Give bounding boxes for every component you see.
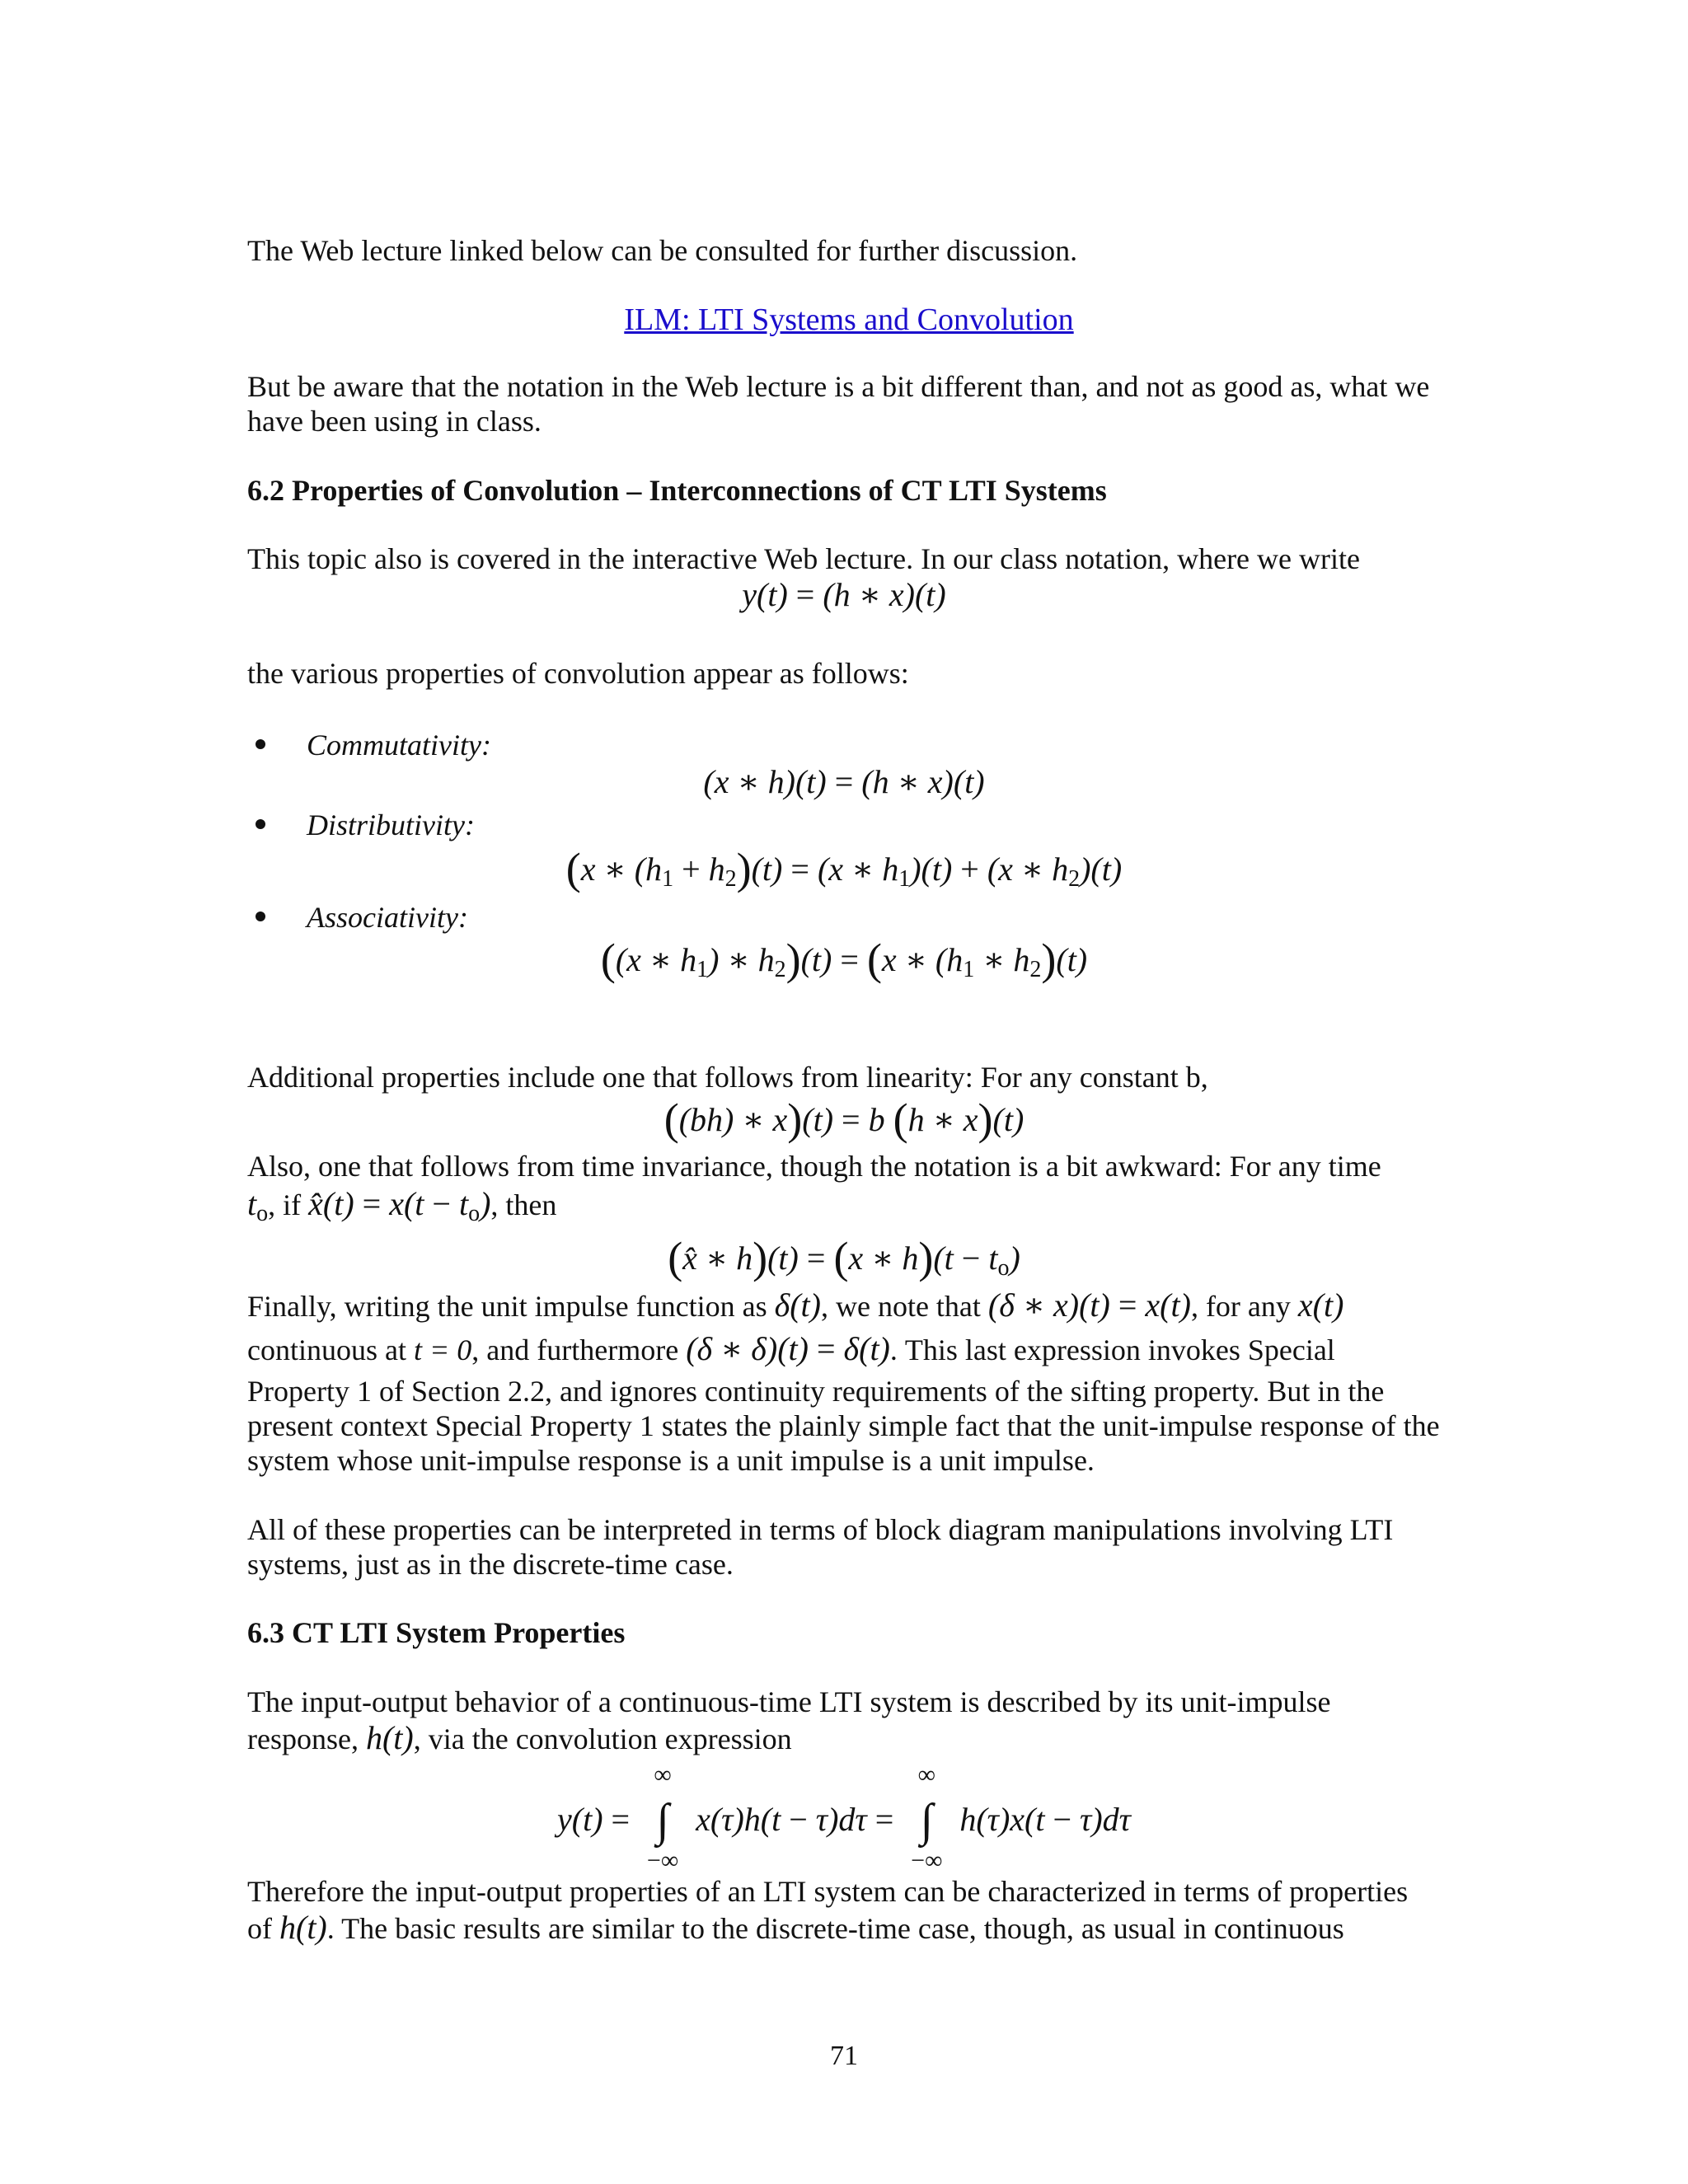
page-number: 71	[830, 2041, 858, 2071]
equation-linearity: ((bh) ∗ x)(t) = b (h ∗ x)(t)	[663, 1094, 1025, 1144]
section-6-2-para-1: This topic also is covered in the interactive Web lecture. In our class notation, where we write	[247, 542, 1360, 575]
lecture-link-row	[247, 302, 1451, 338]
section-6-2-para-2: the various properties of convolution appear as follows:	[247, 657, 909, 690]
section-6-2-para-4a: Also, one that follows from time invariance, though the notation is a bit awkward: For any time	[247, 1150, 1381, 1183]
equation-associativity: ((x ∗ $h_1$) ∗ $h_2)(t) = (x$ ∗ ($h_1$ ∗ $h_2)(t)$	[600, 935, 1088, 984]
section-6-2-para-4b: $t_o$, if x̂(t) = $x(t - t_o)$, then	[247, 1185, 557, 1226]
section-6-3-heading: 6.3 CT LTI System Properties	[247, 1616, 626, 1649]
document-page: The Web lecture linked below can be consulted for further discussion. ILM: LTI Systems and Convolution But be aware that the notation in the Web lecture is a bit different than, and not as good as, what we have been using in class. 6.2 Properties of Convolution – Interconnections of CT LTI Systems This topic also is covered in the interactive Web lecture. In our class notation, where we write y(t) = (h ∗ x)(t) the various properties of convolution appear as follows: Commutativity: (x ∗ h)(t) = (h ∗ x)(t) Distributivity: (x ∗ $(h_1 + h_2)(t) = (x$ ∗ $h_1)(t) + (x$ ∗ $h_2)(t)$ Associativity: ((x ∗ $h_1$) ∗ $h_2)(t) = (x$ ∗ ($h_1$ ∗ $h_2)(t)$ Additional properties include one that follows from linearity: For any constant b, ((bh) ∗ x)(t) = b (h ∗ x)(t) Also, one that follows from time invariance, though the notation is a bit awkward: For any time $t_o$, if x̂(t) = $x(t - t_o)$, then (x̂ ∗ h)(t) = (x ∗ $h)(t - t_o)$ Finally, writing the unit impulse function as δ(t), we note that (δ ∗ x)(t) = x(t), for any x(t) continuous at t = 0, and furthermore (δ ∗ δ)(t) = δ(t). This last expression invokes Special Property 1 of Section 2.2, and ignores continuity requirements of the sifting property. But in the present context Special Property 1 states the plainly simple fact that the unit-impulse response of the system whose unit-impulse response is a unit impulse is a unit impulse. All of these properties can be interpreted in terms of block diagram manipulations involving LTI systems, just as in the discrete-time case. 6.3 CT LTI System Properties The input-output behavior of a continuous-time LTI system is described by its unit-impulse response, h(t), via the convolution expression y(t) = ∞ ∫ −∞ x(τ)h(t − τ)dτ = ∞ ∫ −∞ h(τ)x(t − τ)dτ Therefore the input-output properties of an LTI system can be characterized in terms of properties of h(t). The basic results are similar to the discrete-time case, though, as usual in continuous 71	[0, 0, 1688, 2184]
intro-line: The Web lecture linked below can be consulted for further discussion.	[247, 234, 1078, 267]
bullet-dot-icon	[256, 819, 265, 829]
bullet-dot-icon	[256, 912, 265, 921]
notation-note: But be aware that the notation in the Web lecture is a bit different than, and not as good as, what we have been using in class.	[247, 370, 1430, 438]
section-6-2-para-3: Additional properties include one that follows from linearity: For any constant b,	[247, 1061, 1208, 1094]
equation-commutativity: (x ∗ h)(t) = (h ∗ x)(t)	[703, 763, 985, 800]
section-6-2-heading: 6.2 Properties of Convolution – Interconnections of CT LTI Systems	[247, 474, 1107, 507]
ilm-lecture-link[interactable]: ILM: LTI Systems and Convolution	[624, 302, 1074, 337]
bullet-dot-icon	[256, 739, 265, 749]
section-6-2-para-6: continuous at t = 0, and furthermore (δ ∗ δ)(t) = δ(t). This last expression invokes Special	[247, 1330, 1335, 1367]
section-6-2-para-7: Property 1 of Section 2.2, and ignores continuity requirements of the sifting property. But in the present context Special Property 1 states the plainly simple fact that the unit-impulse response of the system whose unit-impulse response is a unit impulse is a unit impulse.	[247, 1375, 1440, 1477]
equation-convolution-integral: y(t) = ∞ ∫ −∞ x(τ)h(t − τ)dτ = ∞ ∫ −∞ h(τ)x(t − τ)dτ	[557, 1761, 1131, 1875]
section-6-3-para-1: The input-output behavior of a continuous-time LTI system is described by its unit-impulse	[247, 1685, 1331, 1718]
section-6-2-para-8: All of these properties can be interpreted in terms of block diagram manipulations involving LTI systems, just as in the discrete-time case.	[247, 1513, 1394, 1581]
equation-distributivity: (x ∗ $(h_1 + h_2)(t) = (x$ ∗ $h_1)(t) + (x$ ∗ $h_2)(t)$	[565, 844, 1123, 893]
section-6-3-para-2: response, h(t), via the convolution expression	[247, 1719, 792, 1756]
section-6-2-para-5: Finally, writing the unit impulse function as δ(t), we note that (δ ∗ x)(t) = x(t), for any x(t)	[247, 1286, 1344, 1324]
equation-time-invariance: (x̂ ∗ h)(t) = (x ∗ $h)(t - t_o)$	[668, 1233, 1020, 1282]
section-6-3-para-3: Therefore the input-output properties of an LTI system can be characterized in terms of properties	[247, 1875, 1409, 1908]
section-6-3-para-4: of h(t). The basic results are similar to the discrete-time case, though, as usual in continuous	[247, 1909, 1344, 1946]
equation-output-convolution: y(t) = (h ∗ x)(t)	[742, 576, 946, 613]
